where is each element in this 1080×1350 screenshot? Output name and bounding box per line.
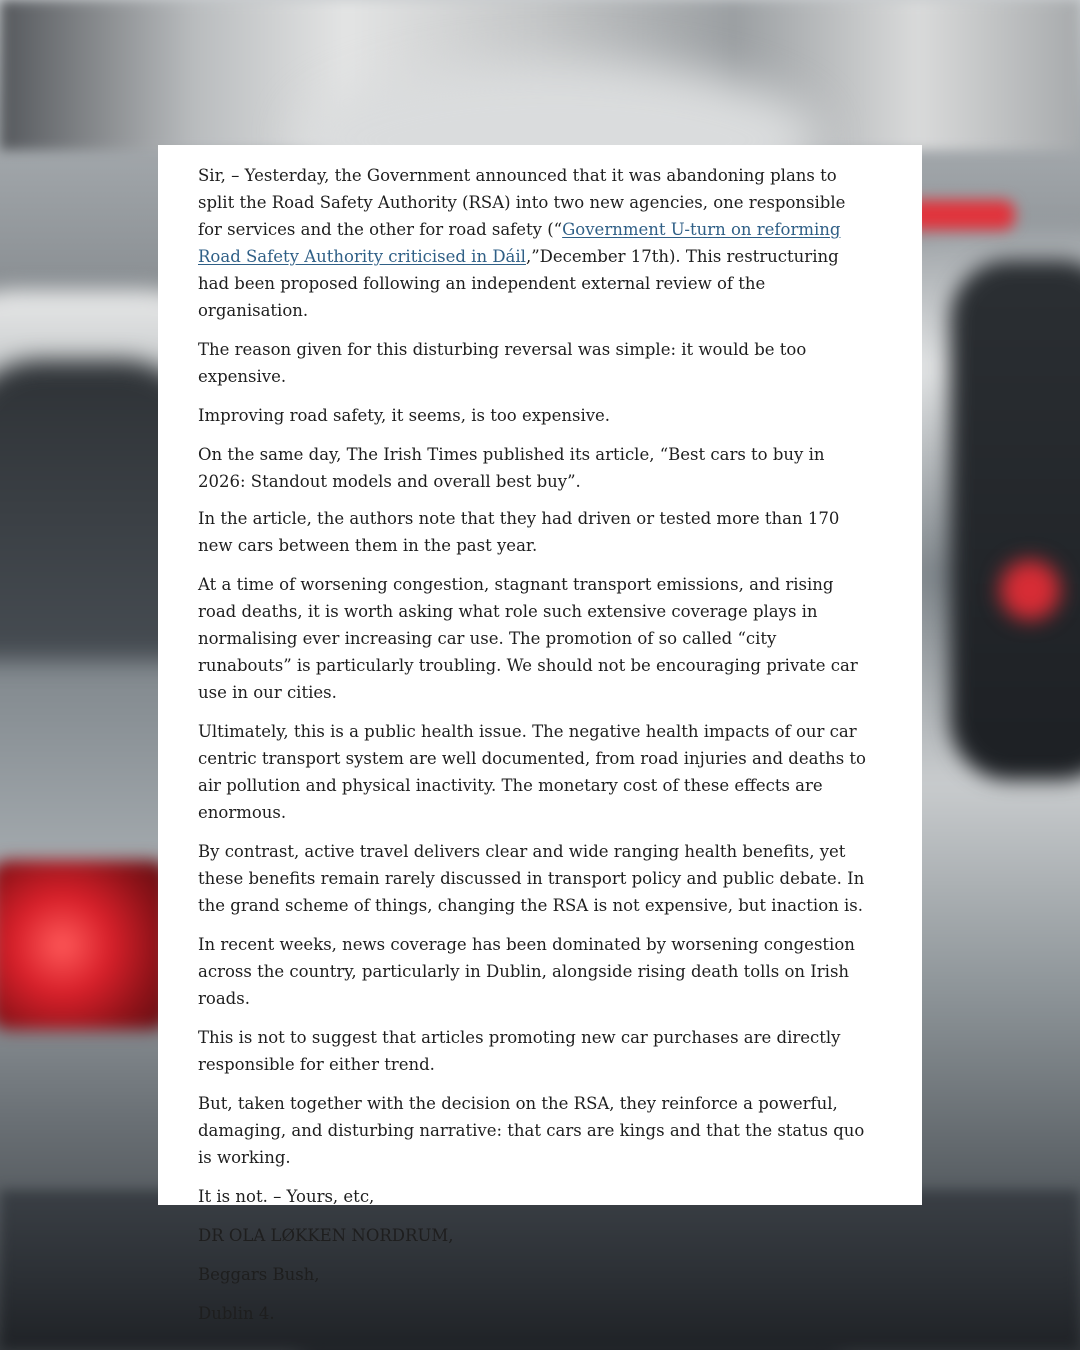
letter-paragraph: But, taken together with the decision on the RSA, they reinforce a powerful, damaging, and disturbing narrative: that cars are kings and that the status quo is working. xyxy=(198,1094,865,1167)
letter-paragraph: At a time of worsening congestion, stagnant transport emissions, and rising road deaths, it is worth asking what role such extensive coverage plays in normalising ever increasing car use. The promotion of so called “city runabouts” is particularly troubling. We should not be encouraging private car use in our cities. xyxy=(198,575,858,702)
background-car-right-shadow xyxy=(950,260,1080,780)
letter-paragraph: This is not to suggest that articles promoting new car purchases are directly responsible for either trend. xyxy=(198,1028,841,1074)
letter-paragraph: Improving road safety, it seems, is too expensive. xyxy=(198,406,611,425)
intro-text-before-link: Sir, – Yesterday, the Government announced that it was abandoning plans to split the Road Safety Authority (RSA) into two new agencies, one responsible for services and the other for road safety (“ xyxy=(198,166,846,239)
letter-card xyxy=(158,145,922,1323)
letter-paragraph: Ultimately, this is a public health issue. The negative health impacts of our car centric transport system are well documented, from road injuries and deaths to air pollution and physical inactivity. The monetary cost of these effects are enormous. xyxy=(198,722,866,822)
letter-paragraph: On the same day, The Irish Times published its article, “Best cars to buy in 2026: Standout models and overall best buy”. xyxy=(198,445,825,491)
article-link[interactable]: Government U-turn on reforming Road Safety Authority criticised in Dáil xyxy=(198,220,841,266)
letter-paragraph-intro xyxy=(198,162,872,324)
signature-address-line2: Dublin 4. xyxy=(198,1304,275,1323)
letter-closing: It is not. – Yours, etc, xyxy=(198,1187,375,1206)
signature-name: DR OLA LØKKEN NORDRUM, xyxy=(198,1226,454,1245)
signature-address-line1: Beggars Bush, xyxy=(198,1265,320,1284)
background-tail-light-left xyxy=(0,860,170,1030)
background-tail-light-right-mid xyxy=(1000,560,1060,620)
intro-text-after-link: ,”December 17th). This restructuring had been proposed following an independent external review of the organisation. xyxy=(198,247,839,320)
letter-paragraph: In recent weeks, news coverage has been dominated by worsening congestion across the country, particularly in Dublin, alongside rising death tolls on Irish roads. xyxy=(198,935,855,1008)
letter-paragraph: In the article, the authors note that they had driven or tested more than 170 new cars between them in the past year. xyxy=(198,509,840,555)
letter-paragraph: The reason given for this disturbing reversal was simple: it would be too expensive. xyxy=(198,340,807,386)
letter-paragraph: By contrast, active travel delivers clear and wide ranging health benefits, yet these benefits remain rarely discussed in transport policy and public debate. In the grand scheme of things, changing the RSA is not expensive, but inaction is. xyxy=(198,842,865,915)
